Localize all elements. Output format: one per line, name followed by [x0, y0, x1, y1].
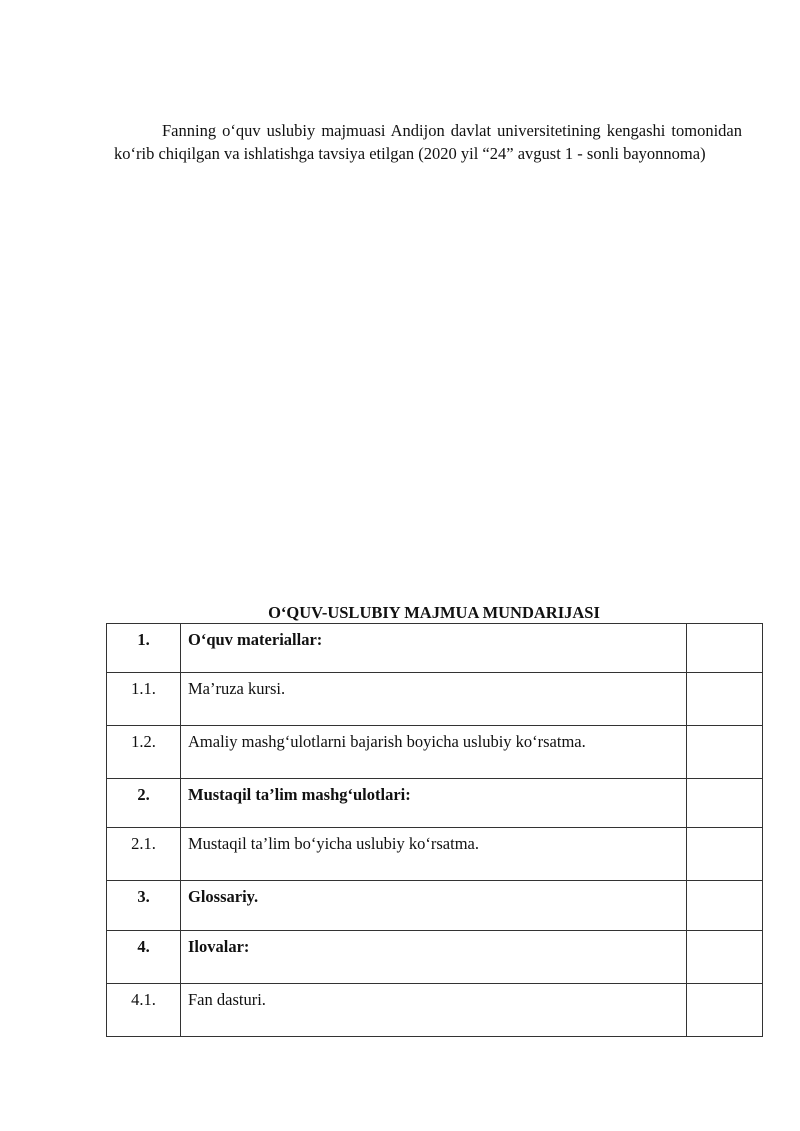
toc-row: [107, 726, 763, 779]
toc-row-number: 1.1.: [107, 673, 181, 726]
toc-row-number: 2.1.: [107, 828, 181, 881]
toc-row-page-cell: [687, 828, 763, 881]
toc-table: [106, 623, 763, 1037]
toc-row: [107, 624, 763, 673]
toc-row-label: Glossariy.: [181, 881, 687, 931]
toc-row-label: Mustaqil ta’lim bo‘yicha uslubiy ko‘rsatma.: [181, 828, 687, 881]
toc-row-label: Fan dasturi.: [181, 984, 687, 1037]
toc-row-number: 1.: [107, 624, 181, 673]
toc-row-page-cell: [687, 984, 763, 1037]
toc-row-label: Ilovalar:: [181, 931, 687, 984]
toc-row: [107, 779, 763, 828]
toc-row-page-cell: [687, 624, 763, 673]
toc-row-page-cell: [687, 779, 763, 828]
toc-row-label: Amaliy mashg‘ulotlarni bajarish boyicha uslubiy ko‘rsatma.: [181, 726, 687, 779]
toc-row-label: Ma’ruza kursi.: [181, 673, 687, 726]
toc-row-number: 2.: [107, 779, 181, 828]
toc-row-number: 3.: [107, 881, 181, 931]
toc-row: [107, 984, 763, 1037]
toc-row-number: 1.2.: [107, 726, 181, 779]
toc-row-page-cell: [687, 881, 763, 931]
toc-row: [107, 931, 763, 984]
toc-row: [107, 673, 763, 726]
toc-row-page-cell: [687, 673, 763, 726]
toc-row-number: 4.: [107, 931, 181, 984]
toc-title: O‘QUV-USLUBIY MAJMUA MUNDARIJASI: [268, 603, 600, 622]
intro-paragraph: [114, 119, 742, 165]
toc-row: [107, 828, 763, 881]
toc-row-number: 4.1.: [107, 984, 181, 1037]
toc-row-label: O‘quv materiallar:: [181, 624, 687, 673]
toc-row-page-cell: [687, 931, 763, 984]
toc-row-page-cell: [687, 726, 763, 779]
intro-text: Fanning o‘quv uslubiy majmuasi Andijon davlat universitetining kengashi tomonidan ko‘rib chiqilgan va ishlatishga tavsiya etilgan (2020 yil “24” avgust 1 - sonli bayonnoma): [114, 121, 742, 163]
toc-row-label: Mustaqil ta’lim mashg‘ulotlari:: [181, 779, 687, 828]
toc-row: [107, 881, 763, 931]
